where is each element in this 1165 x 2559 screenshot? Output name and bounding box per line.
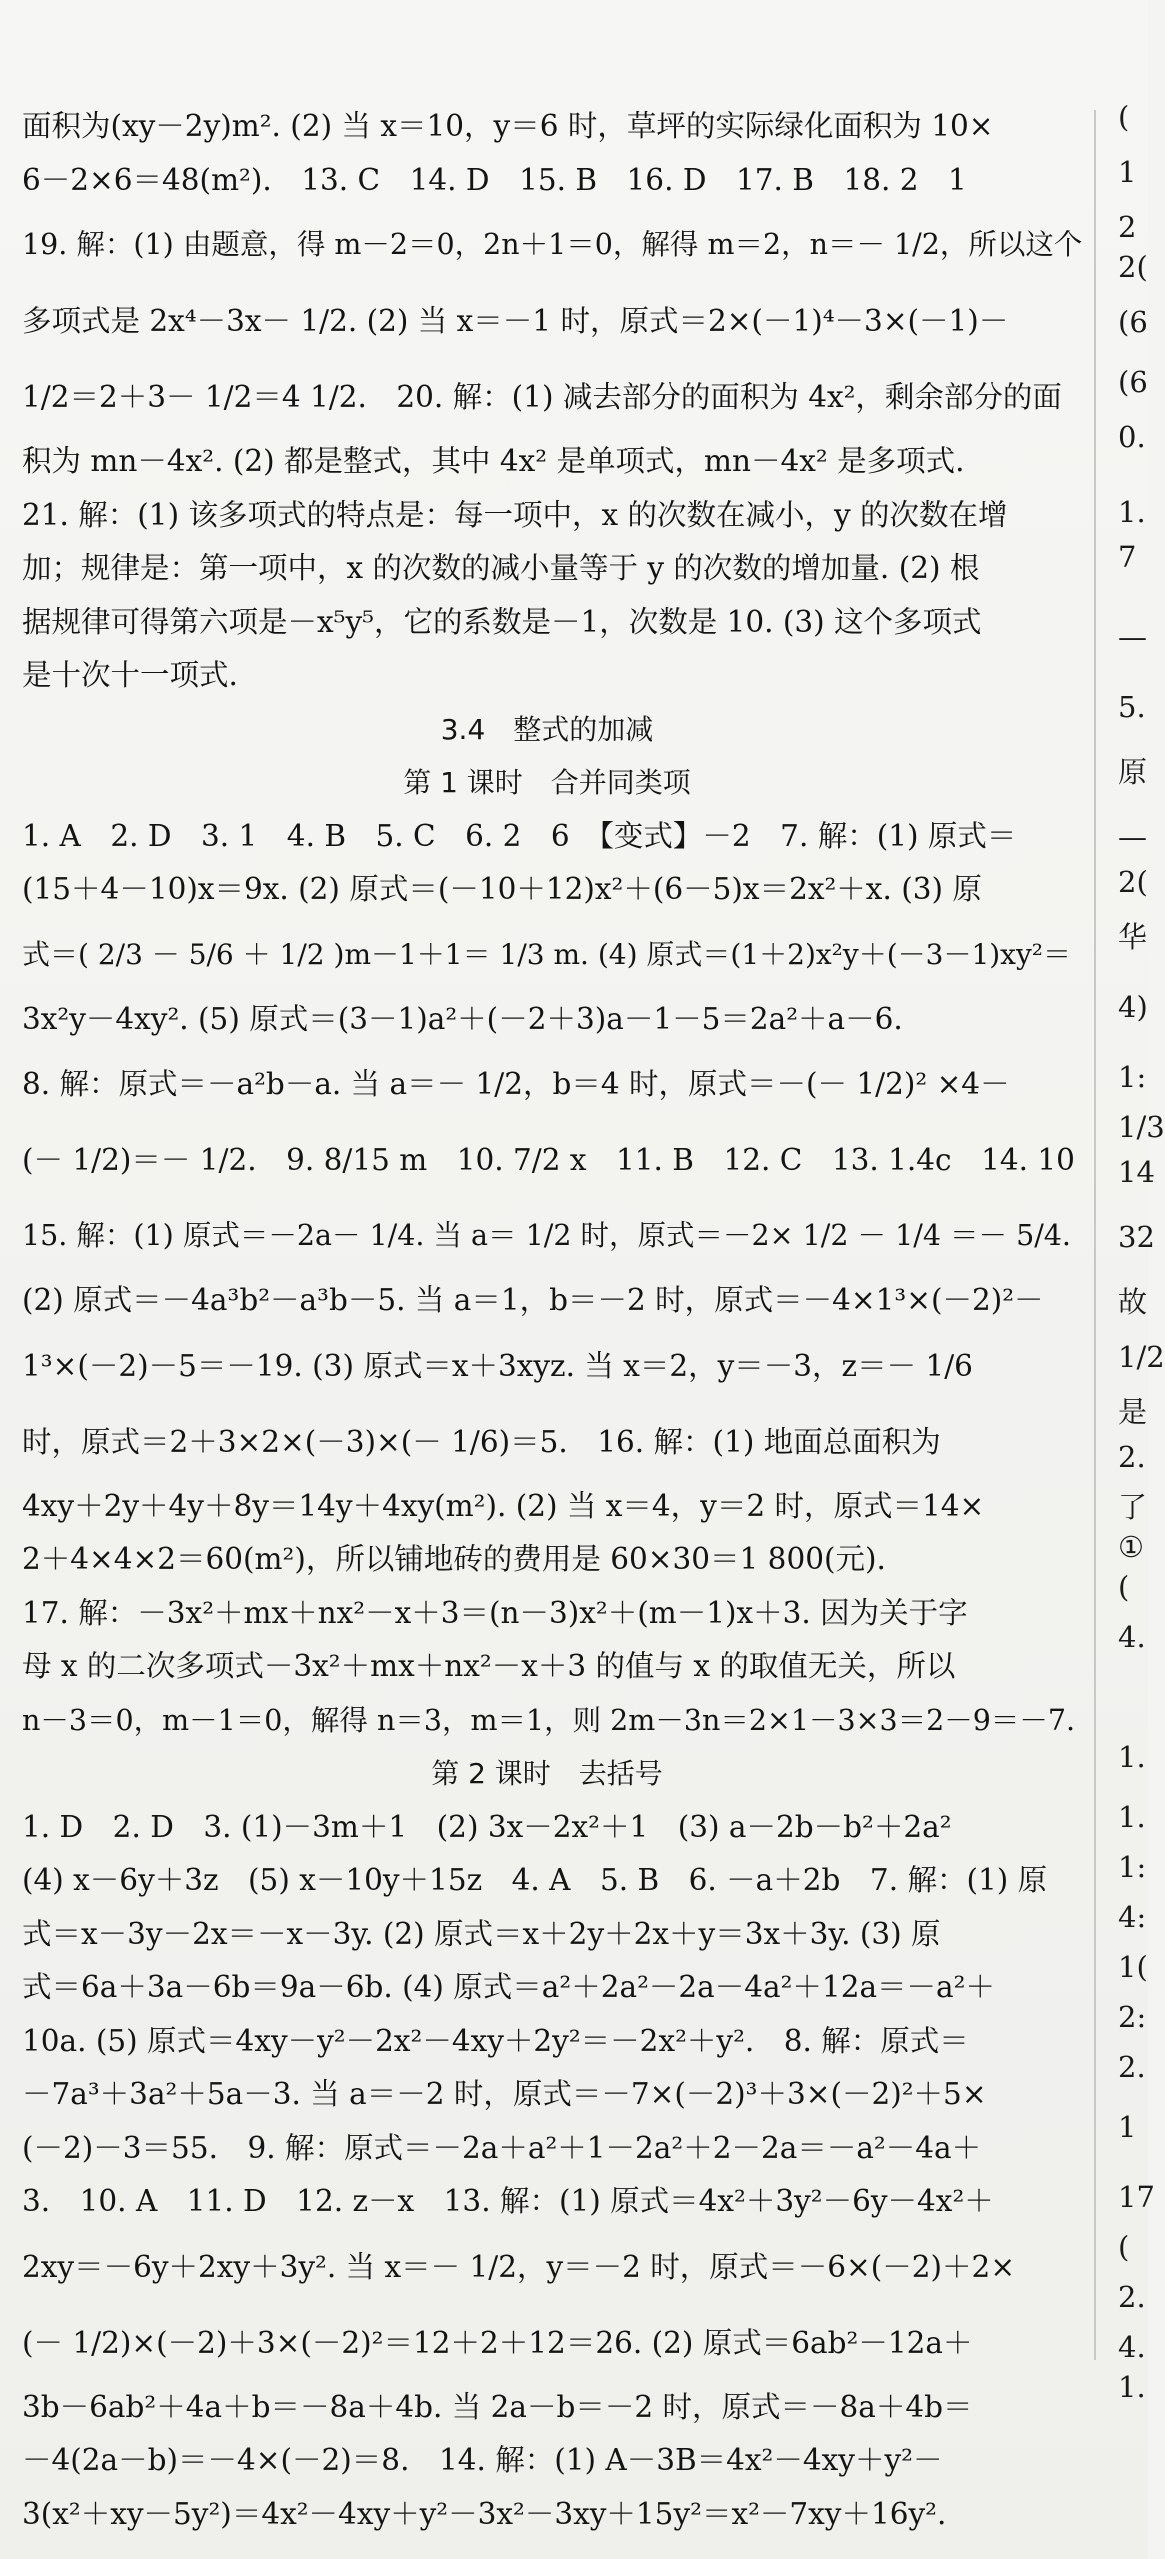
answer-line: 15. 解：(1) 原式＝－2a－ 1/4. 当 a＝ 1/2 时，原式＝－2× 1/2 － 1/4 ＝－ 5/4. <box>22 1219 1071 1252</box>
right-fragment: 4. <box>1118 2330 1146 2364</box>
answer-line: (15＋4－10)x＝9x. (2) 原式＝(－10＋12)x²＋(6－5)x＝2x²＋x. (3) 原 <box>22 872 982 906</box>
answer-column <box>22 100 1083 2541</box>
answer-line: 积为 mn－4x². (2) 都是整式，其中 4x² 是单项式，mn－4x² 是多项式. <box>22 444 965 478</box>
answer-line: (－ 1/2)＝－ 1/2. 9. 8/15 m 10. 7/2 x 11. B 12. C 13. 1.4c 14. 10 <box>22 1143 1075 1177</box>
right-fragment: 1/3 <box>1118 1110 1165 1144</box>
answer-line: －7a³＋3a²＋5a－3. 当 a＝－2 时，原式＝－7×(－2)³＋3×(－2)²＋5× <box>22 2077 987 2111</box>
answer-line: 加；规律是：第一项中，x 的次数的减小量等于 y 的次数的增加量. (2) 根 <box>22 551 980 585</box>
answer-line: 21. 解：(1) 该多项式的特点是：每一项中，x 的次数在减小，y 的次数在增 <box>22 497 1008 532</box>
section-heading: 第 2 课时 去括号 <box>431 1757 663 1790</box>
right-fragment: 2( <box>1118 865 1148 899</box>
answer-line: 时，原式＝2＋3×2×(－3)×(－ 1/6)＝5. 16. 解：(1) 地面总面积为 <box>22 1424 941 1459</box>
right-fragment: 0. <box>1118 420 1146 454</box>
column-divider <box>1094 110 1096 2360</box>
answer-line: 式＝( 2/3 － 5/6 ＋ 1/2 )m－1＋1＝ 1/3 m. (4) 原式＝(1＋2)x²y＋(－3－1)xy²＝ <box>22 937 1072 971</box>
answer-line: 式＝6a＋3a－6b＝9a－6b. (4) 原式＝a²＋2a²－2a－4a²＋12a＝－a²＋ <box>22 1970 995 2004</box>
answer-line: 3(x²＋xy－5y²)＝4x²－4xy＋y²－3x²－3xy＋15y²＝x²－7xy＋16y². <box>22 2496 947 2531</box>
answer-line: 3x²y－4xy². (5) 原式＝(3－1)a²＋(－2＋3)a－1－5＝2a²＋a－6. <box>22 1001 903 1036</box>
answer-line: 1. D 2. D 3. (1)－3m＋1 (2) 3x－2x²＋1 (3) a－2b－b²＋2a² <box>22 1809 952 1844</box>
right-fragment: 1. <box>1118 2370 1146 2404</box>
right-fragment: 是 <box>1118 1395 1148 1429</box>
section-heading: 第 1 课时 合并同类项 <box>403 766 691 799</box>
right-fragment: 2. <box>1118 2050 1146 2084</box>
answer-line: 式＝x－3y－2x＝－x－3y. (2) 原式＝x＋2y＋2x＋y＝3x＋3y. (3) 原 <box>22 1916 941 1951</box>
answer-line: 多项式是 2x⁴－3x－ 1/2. (2) 当 x＝－1 时，原式＝2×(－1)⁴－3×(－1)－ <box>22 304 1009 338</box>
right-fragment: (6 <box>1118 305 1148 339</box>
right-fragment: — <box>1118 620 1147 654</box>
right-fragment: 1( <box>1118 1950 1148 1984</box>
right-fragment: 1. <box>1118 1740 1146 1774</box>
right-fragment: 1: <box>1118 1060 1147 1094</box>
right-fragment: 1/2 <box>1118 1340 1165 1374</box>
section-heading: 3.4 整式的加减 <box>440 712 654 746</box>
right-fragment: 原 <box>1118 755 1148 789</box>
answer-line: 据规律可得第六项是－x⁵y⁵，它的系数是－1，次数是 10. (3) 这个多项式 <box>22 604 982 639</box>
answer-line: n－3＝0，m－1＝0，解得 n＝3，m＝1，则 2m－3n＝2×1－3×3＝2－9＝－7. <box>22 1703 1076 1737</box>
answer-line: 10a. (5) 原式＝4xy－y²－2x²－4xy＋2y²＝－2x²＋y². 8. 解：原式＝ <box>22 2023 969 2058</box>
right-fragment: 2( <box>1118 250 1148 284</box>
answer-line: 8. 解：原式＝－a²b－a. 当 a＝－ 1/2，b＝4 时，原式＝－(－ 1/2)² ×4－ <box>22 1067 1010 1101</box>
right-fragment: 2. <box>1118 2280 1146 2314</box>
right-fragment: 1 <box>1118 155 1137 189</box>
right-fragment: 4. <box>1118 1620 1146 1654</box>
right-fragment: 1: <box>1118 1850 1147 1884</box>
right-fragment: 华 <box>1118 920 1148 954</box>
answer-line: 19. 解：(1) 由题意，得 m－2＝0，2n＋1＝0，解得 m＝2，n＝－ 1/2，所以这个 <box>22 228 1083 261</box>
answer-line: (－2)－3＝55. 9. 解：原式＝－2a＋a²＋1－2a²＋2－2a＝－a²－4a＋ <box>22 2130 982 2165</box>
right-fragment: — <box>1118 820 1147 854</box>
right-fragment: 17 <box>1118 2180 1155 2214</box>
right-fragment: 故 <box>1118 1285 1148 1319</box>
answer-line: 3b－6ab²＋4a＋b＝－8a＋4b. 当 2a－b＝－2 时，原式＝－8a＋4b＝ <box>22 2389 973 2424</box>
right-fragment: ① <box>1118 1530 1144 1564</box>
answer-line: 3. 10. A 11. D 12. z－x 13. 解：(1) 原式＝4x²＋3y²－6y－4x²＋ <box>22 2184 994 2218</box>
right-fragment: ( <box>1118 2230 1130 2264</box>
right-fragment: (6 <box>1118 365 1148 399</box>
right-fragment: 4) <box>1118 990 1148 1024</box>
answer-line: (4) x－6y＋3z (5) x－10y＋15z 4. A 5. B 6. －a＋2b 7. 解：(1) 原 <box>22 1863 1048 1897</box>
right-fragment: 5. <box>1118 690 1146 724</box>
right-fragment: 14 <box>1118 1155 1155 1189</box>
answer-line: 1/2＝2＋3－ 1/2＝4 1/2. 20. 解：(1) 减去部分的面积为 4x²，剩余部分的面 <box>22 380 1062 414</box>
right-fragment: ( <box>1118 1570 1130 1604</box>
answer-line: 1³×(－2)－5＝－19. (3) 原式＝x＋3xyz. 当 x＝2，y＝－3，z＝－ 1/6 <box>22 1348 973 1383</box>
right-fragment: 1. <box>1118 1800 1146 1834</box>
right-fragment: 32 <box>1118 1220 1155 1254</box>
right-fragment: 7 <box>1118 540 1137 574</box>
answer-line: －4(2a－b)＝－4×(－2)＝8. 14. 解：(1) A－3B＝4x²－4xy＋y²－ <box>22 2443 943 2477</box>
right-fragment: 4: <box>1118 1900 1147 1934</box>
right-fragment: 了 <box>1118 1490 1148 1524</box>
right-fragment: 2. <box>1118 1440 1146 1474</box>
answer-line: 2xy＝－6y＋2xy＋3y². 当 x＝－ 1/2，y＝－2 时，原式＝－6×(－2)＋2× <box>22 2249 1016 2284</box>
answer-line: 2＋4×4×2＝60(m²)，所以铺地砖的费用是 60×30＝1 800(元). <box>22 1542 886 1576</box>
answer-line: (2) 原式＝－4a³b²－a³b－5. 当 a＝1，b＝－2 时，原式＝－4×1³×(－2)²－ <box>22 1283 1044 1317</box>
right-fragment: ( <box>1118 100 1130 134</box>
right-fragment: 2 <box>1118 210 1137 244</box>
answer-line: 4xy＋2y＋4y＋8y＝14y＋4xy(m²). (2) 当 x＝4，y＝2 时，原式＝14× <box>22 1488 985 1523</box>
answer-line: 母 x 的二次多项式－3x²＋mx＋nx²－x＋3 的值与 x 的取值无关，所以 <box>22 1649 956 1683</box>
answer-line: 是十次十一项式. <box>22 658 238 692</box>
answer-line: 1. A 2. D 3. 1 4. B 5. C 6. 2 6 【变式】－2 7. 解：(1) 原式＝ <box>22 818 1017 853</box>
answer-line: 17. 解：－3x²＋mx＋nx²－x＋3＝(n－3)x²＋(m－1)x＋3. 因为关于字 <box>22 1595 968 1630</box>
right-fragment: 1. <box>1118 495 1146 529</box>
right-fragment: 2: <box>1118 2000 1147 2034</box>
answer-line: 面积为(xy－2y)m². (2) 当 x＝10，y＝6 时，草坪的实际绿化面积为 10× <box>22 109 994 143</box>
answer-line: (－ 1/2)×(－2)＋3×(－2)²＝12＋2＋12＝26. (2) 原式＝6ab²－12a＋ <box>22 2325 973 2360</box>
answer-line: 6－2×6＝48(m²). 13. C 14. D 15. B 16. D 17. B 18. 2 1 <box>22 162 967 197</box>
right-fragment: 1 <box>1118 2110 1137 2144</box>
